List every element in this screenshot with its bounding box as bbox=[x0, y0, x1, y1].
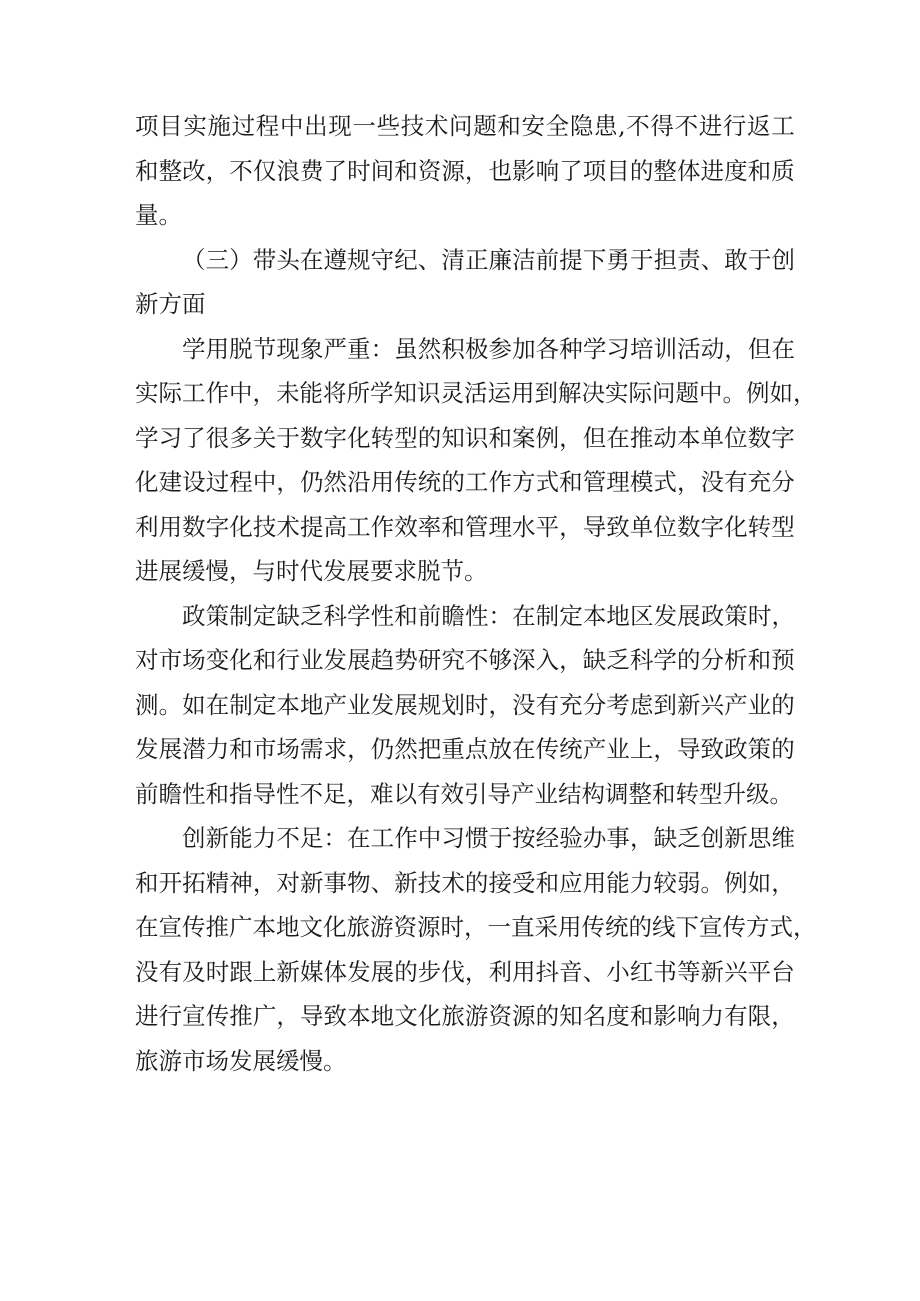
text-line: 新方面 bbox=[135, 290, 206, 318]
paragraph-learning-gap bbox=[135, 327, 817, 594]
text-line: 对 市 场 变 化 和 行 业 发 展 趋 势 研 究 不 够 深 入 ， 缺 乏 科 学 的 分 析 和 预 bbox=[135, 646, 795, 674]
text-line: 没 有 及 时 跟 上 新 媒 体 发 展 的 步 伐 ， 利 用 抖 音 、 小 红 书 等 新 兴 平 台 bbox=[135, 957, 795, 986]
text-line: 项 目 实 施 过 程 中 出 现 一 些 技 术 问 题 和 安 全 隐 患 , 不 得 不 进 行 返 工 bbox=[135, 112, 795, 140]
text-line: 旅游市场发展缓慢。 bbox=[135, 1046, 347, 1075]
text-line: （ 三 ） 带 头 在 遵 规 守 纪 、 清 正 廉 洁 前 提 下 勇 于 担 责 、 敢 于 创 bbox=[182, 245, 795, 274]
text-line: 量。 bbox=[135, 201, 182, 229]
text-line: 政 策 制 定 缺 乏 科 学 性 和 前 瞻 性 ： 在 制 定 本 地 区 发 展 政 策 时 ， bbox=[182, 601, 795, 630]
text-line: 和 开 拓 精 神 ， 对 新 事 物 、 新 技 术 的 接 受 和 应 用 能 力 较 弱 。 例 如 ， bbox=[135, 868, 795, 897]
text-line: 学 用 脱 节 现 象 严 重 ： 虽 然 积 极 参 加 各 种 学 习 培 训 活 动 ， 但 在 bbox=[182, 334, 795, 363]
text-line: 实 际 工 作 中 ， 未 能 将 所 学 知 识 灵 活 运 用 到 解 决 实 际 问 题 中 。 例 如 ， bbox=[135, 379, 817, 407]
text-line: 化 建 设 过 程 中 ， 仍 然 沿 用 传 统 的 工 作 方 式 和 管 理 模 式 ， 没 有 充 分 bbox=[135, 468, 795, 496]
text-line: 发 展 潜 力 和 市 场 需 求 ， 仍 然 把 重 点 放 在 传 统 产 业 上 ， 导 致 政 策 的 bbox=[135, 735, 795, 763]
paragraph-innovation bbox=[135, 816, 817, 1083]
section-heading bbox=[135, 238, 795, 327]
text-line: 和 整 改 ， 不 仅 浪 费 了 时 间 和 资 源 ， 也 影 响 了 项 目 的 整 体 进 度 和 质 bbox=[135, 156, 795, 185]
text-line: 创 新 能 力 不 足 ： 在 工 作 中 习 惯 于 按 经 验 办 事 ， 缺 乏 创 新 思 维 bbox=[182, 824, 795, 852]
text-line: 进展缓慢，与时代发展要求脱节。 bbox=[135, 557, 488, 585]
paragraph-continuation bbox=[135, 104, 795, 238]
paragraph-policy-making bbox=[135, 594, 795, 817]
text-line: 前瞻性和指导性不足，难以有效引导产业结构调整和转型升级。 bbox=[135, 779, 793, 808]
text-line: 利 用 数 字 化 技 术 提 高 工 作 效 率 和 管 理 水 平 ， 导 致 单 位 数 字 化 转 型 bbox=[135, 512, 795, 541]
text-line: 学 习 了 很 多 关 于 数 字 化 转 型 的 知 识 和 案 例 ， 但 在 推 动 本 单 位 数 字 bbox=[135, 423, 795, 452]
document-body bbox=[135, 104, 817, 1083]
text-line: 测 。 如 在 制 定 本 地 产 业 发 展 规 划 时 ， 没 有 充 分 考 虑 到 新 兴 产 业 的 bbox=[135, 690, 795, 719]
text-line: 进 行 宣 传 推 广 ， 导 致 本 地 文 化 旅 游 资 源 的 知 名 度 和 影 响 力 有 限 ， bbox=[135, 1002, 795, 1030]
text-line: 在 宣 传 推 广 本 地 文 化 旅 游 资 源 时 ， 一 直 采 用 传 统 的 线 下 宣 传 方 式 ， bbox=[135, 913, 817, 941]
